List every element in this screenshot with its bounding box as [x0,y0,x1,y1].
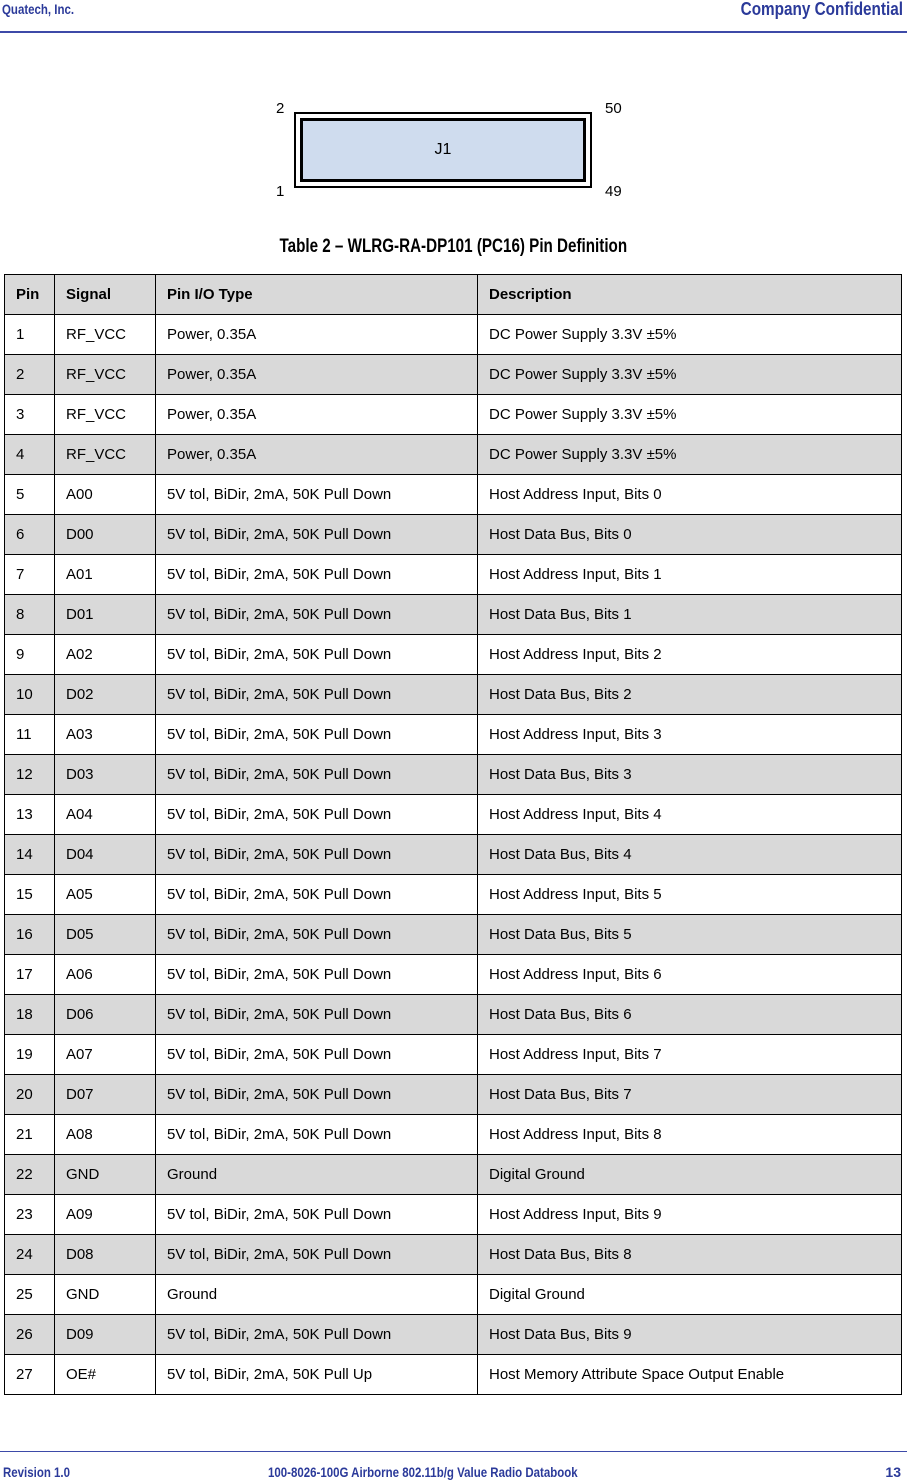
table-caption-text: Table 2 – WLRG-RA-DP101 (PC16) Pin Definition [279,236,628,257]
table-row [5,1235,902,1275]
cell-io-type: 5V tol, BiDir, 2mA, 50K Pull Down [156,515,478,555]
document-title: 100-8026-100G Airborne 802.11b/g Value Radio Databook [268,1464,578,1480]
cell-signal: A01 [55,555,156,595]
cell-description: Host Data Bus, Bits 8 [478,1235,902,1275]
cell-description: Host Address Input, Bits 3 [478,715,902,755]
cell-io-type: 5V tol, BiDir, 2mA, 50K Pull Down [156,755,478,795]
cell-description: Host Data Bus, Bits 0 [478,515,902,555]
table-row [5,355,902,395]
cell-pin: 16 [5,915,55,955]
table-row [5,1155,902,1195]
cell-description: Host Memory Attribute Space Output Enable [478,1355,902,1395]
table-row [5,1035,902,1075]
cell-io-type: 5V tol, BiDir, 2mA, 50K Pull Down [156,1035,478,1075]
cell-description: Host Address Input, Bits 7 [478,1035,902,1075]
cell-pin: 18 [5,995,55,1035]
table-row [5,555,902,595]
cell-signal: RF_VCC [55,355,156,395]
table-header-row [5,275,902,315]
cell-signal: D07 [55,1075,156,1115]
cell-pin: 1 [5,315,55,355]
cell-pin: 24 [5,1235,55,1275]
cell-io-type: 5V tol, BiDir, 2mA, 50K Pull Down [156,1075,478,1115]
cell-io-type: Ground [156,1275,478,1315]
cell-signal: D01 [55,595,156,635]
pin-definition-table [4,274,902,1395]
table-row [5,1315,902,1355]
table-row [5,515,902,555]
cell-signal: D08 [55,1235,156,1275]
table-row [5,1275,902,1315]
cell-description: DC Power Supply 3.3V ±5% [478,435,902,475]
table-caption [0,236,907,258]
table-row [5,715,902,755]
cell-pin: 2 [5,355,55,395]
cell-description: Host Data Bus, Bits 3 [478,755,902,795]
cell-pin: 5 [5,475,55,515]
cell-signal: OE# [55,1355,156,1395]
cell-io-type: 5V tol, BiDir, 2mA, 50K Pull Down [156,475,478,515]
column-header-description: Description [478,275,902,315]
pin-label-bottom-left: 1 [276,183,285,200]
cell-pin: 27 [5,1355,55,1395]
cell-signal: A03 [55,715,156,755]
revision-label: Revision 1.0 [3,1464,70,1480]
cell-signal: A08 [55,1115,156,1155]
table-row [5,835,902,875]
cell-description: Host Address Input, Bits 5 [478,875,902,915]
cell-io-type: 5V tol, BiDir, 2mA, 50K Pull Down [156,915,478,955]
table-row [5,955,902,995]
cell-io-type: Power, 0.35A [156,315,478,355]
cell-pin: 25 [5,1275,55,1315]
page-header [0,0,907,33]
cell-signal: A05 [55,875,156,915]
cell-description: Host Address Input, Bits 9 [478,1195,902,1235]
cell-signal: D05 [55,915,156,955]
table-row [5,475,902,515]
cell-pin: 23 [5,1195,55,1235]
cell-signal: D04 [55,835,156,875]
table-body [5,315,902,1395]
cell-description: Host Data Bus, Bits 2 [478,675,902,715]
cell-io-type: 5V tol, BiDir, 2mA, 50K Pull Down [156,1115,478,1155]
cell-signal: A09 [55,1195,156,1235]
cell-signal: RF_VCC [55,315,156,355]
cell-io-type: 5V tol, BiDir, 2mA, 50K Pull Down [156,835,478,875]
cell-pin: 26 [5,1315,55,1355]
cell-signal: A04 [55,795,156,835]
cell-signal: A02 [55,635,156,675]
cell-signal: D09 [55,1315,156,1355]
cell-io-type: 5V tol, BiDir, 2mA, 50K Pull Down [156,1195,478,1235]
cell-pin: 9 [5,635,55,675]
cell-signal: RF_VCC [55,435,156,475]
cell-description: Host Address Input, Bits 0 [478,475,902,515]
cell-io-type: 5V tol, BiDir, 2mA, 50K Pull Down [156,875,478,915]
cell-pin: 11 [5,715,55,755]
table-row [5,1115,902,1155]
column-header-pin: Pin [5,275,55,315]
cell-io-type: 5V tol, BiDir, 2mA, 50K Pull Down [156,555,478,595]
cell-description: DC Power Supply 3.3V ±5% [478,395,902,435]
table-row [5,395,902,435]
cell-pin: 8 [5,595,55,635]
cell-io-type: 5V tol, BiDir, 2mA, 50K Pull Down [156,1315,478,1355]
table-row [5,1075,902,1115]
table-row [5,1195,902,1235]
cell-pin: 22 [5,1155,55,1195]
cell-signal: GND [55,1155,156,1195]
cell-pin: 14 [5,835,55,875]
cell-pin: 10 [5,675,55,715]
cell-pin: 15 [5,875,55,915]
column-header-signal: Signal [55,275,156,315]
table-row [5,995,902,1035]
cell-signal: A00 [55,475,156,515]
table-row [5,755,902,795]
cell-io-type: 5V tol, BiDir, 2mA, 50K Pull Down [156,675,478,715]
table-row [5,1355,902,1395]
cell-description: Host Address Input, Bits 8 [478,1115,902,1155]
table-row [5,635,902,675]
page-footer [0,1451,907,1484]
cell-signal: D06 [55,995,156,1035]
cell-description: Host Address Input, Bits 4 [478,795,902,835]
connector-diagram [0,95,907,205]
cell-description: Host Address Input, Bits 6 [478,955,902,995]
cell-description: DC Power Supply 3.3V ±5% [478,315,902,355]
cell-io-type: 5V tol, BiDir, 2mA, 50K Pull Down [156,595,478,635]
cell-pin: 21 [5,1115,55,1155]
cell-pin: 3 [5,395,55,435]
cell-description: Digital Ground [478,1275,902,1315]
pin-label-top-right: 50 [605,100,622,117]
table-row [5,795,902,835]
page-number: 13 [885,1464,901,1480]
cell-io-type: 5V tol, BiDir, 2mA, 50K Pull Down [156,955,478,995]
pin-label-top-left: 2 [276,100,285,117]
table-row [5,435,902,475]
cell-io-type: 5V tol, BiDir, 2mA, 50K Pull Up [156,1355,478,1395]
cell-description: Host Address Input, Bits 1 [478,555,902,595]
cell-pin: 12 [5,755,55,795]
cell-io-type: Power, 0.35A [156,395,478,435]
cell-signal: A06 [55,955,156,995]
cell-pin: 7 [5,555,55,595]
cell-pin: 19 [5,1035,55,1075]
cell-io-type: 5V tol, BiDir, 2mA, 50K Pull Down [156,1235,478,1275]
cell-signal: RF_VCC [55,395,156,435]
table-row [5,595,902,635]
cell-signal: GND [55,1275,156,1315]
table-row [5,875,902,915]
cell-io-type: 5V tol, BiDir, 2mA, 50K Pull Down [156,995,478,1035]
cell-description: Host Data Bus, Bits 7 [478,1075,902,1115]
cell-signal: A07 [55,1035,156,1075]
cell-pin: 20 [5,1075,55,1115]
cell-description: Host Data Bus, Bits 6 [478,995,902,1035]
cell-description: Host Data Bus, Bits 1 [478,595,902,635]
table-row [5,915,902,955]
cell-signal: D00 [55,515,156,555]
cell-io-type: 5V tol, BiDir, 2mA, 50K Pull Down [156,795,478,835]
cell-description: DC Power Supply 3.3V ±5% [478,355,902,395]
cell-description: Host Address Input, Bits 2 [478,635,902,675]
cell-pin: 6 [5,515,55,555]
cell-description: Host Data Bus, Bits 9 [478,1315,902,1355]
cell-description: Host Data Bus, Bits 5 [478,915,902,955]
cell-io-type: 5V tol, BiDir, 2mA, 50K Pull Down [156,715,478,755]
cell-pin: 4 [5,435,55,475]
cell-pin: 13 [5,795,55,835]
cell-description: Host Data Bus, Bits 4 [478,835,902,875]
company-name: Quatech, Inc. [2,1,75,17]
cell-description: Digital Ground [478,1155,902,1195]
cell-io-type: 5V tol, BiDir, 2mA, 50K Pull Down [156,635,478,675]
cell-io-type: Power, 0.35A [156,355,478,395]
table-row [5,315,902,355]
cell-pin: 17 [5,955,55,995]
cell-io-type: Ground [156,1155,478,1195]
connector-outline [294,112,592,188]
table-row [5,675,902,715]
confidentiality-label: Company Confidential [740,0,903,19]
cell-signal: D02 [55,675,156,715]
connector-label: J1 [434,141,452,158]
cell-signal: D03 [55,755,156,795]
pin-label-bottom-right: 49 [605,183,622,200]
cell-io-type: Power, 0.35A [156,435,478,475]
column-header-io-type: Pin I/O Type [156,275,478,315]
connector-body [300,118,586,182]
